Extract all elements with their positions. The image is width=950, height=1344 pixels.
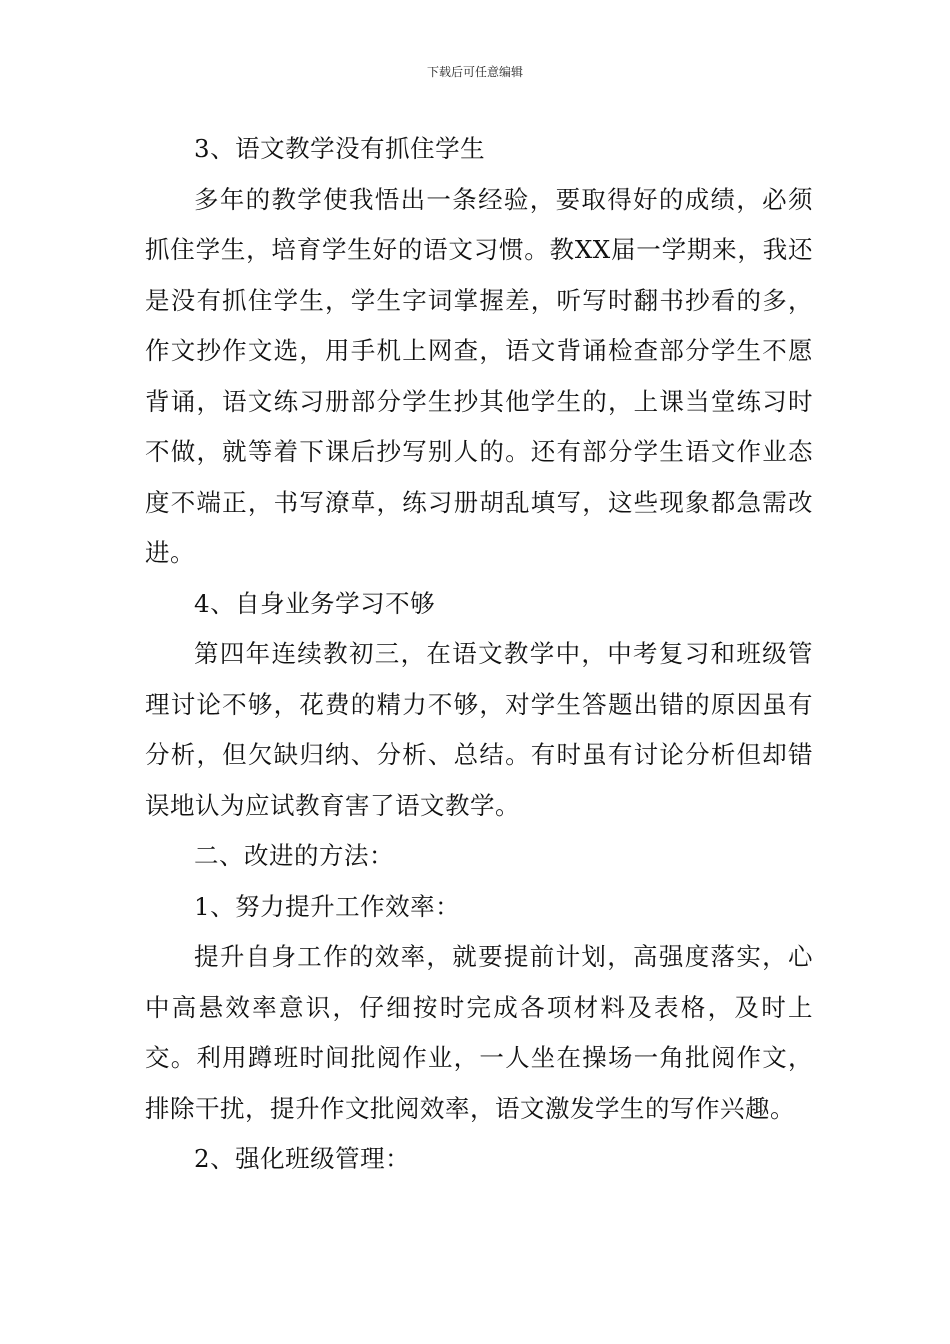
heading-4: 4、自身业务学习不够 bbox=[194, 588, 436, 618]
paragraph: 第四年连续教初三，在语文教学中，中考复习和班级管理讨论不够，花费的精力不够，对学生答题出错的原因虽有分析，但欠缺归纳、分析、总结。有时虽有讨论分析但却错误地认为应试教育害了语文教学。 bbox=[145, 639, 813, 820]
subheading: 2、强化班级管理： bbox=[194, 1144, 411, 1173]
section-heading: 二、改进的方法： bbox=[194, 841, 394, 870]
subheading: 1、努力提升工作效率： bbox=[194, 891, 461, 921]
page-header: 下载后可任意编辑 bbox=[426, 65, 523, 79]
paragraph: 多年的教学使我悟出一条经验，要取得好的成绩，必须抓住学生，培育学生好的语文习惯。教XX届一学期来，我还是没有抓住学生，学生字词掌握差，听写时翻书抄看的多，作文抄作文选，用手机上网查，语文背诵检查部分学生不愿背诵，语文练习册部分学生抄其他学生的，上课当堂练习时不做，就等着下课后抄写别人的。还有部分学生语文作业态度不端正，书写潦草，练习册胡乱填写，这些现象都急需改进。 bbox=[145, 184, 813, 567]
heading-3: 3、语文教学没有抓住学生 bbox=[194, 134, 486, 163]
paragraph: 提升自身工作的效率，就要提前计划，高强度落实，心中高悬效率意识，仔细按时完成各项材料及表格，及时上交。利用蹲班时间批阅作业，一人坐在操场一角批阅作文，排除干扰，提升作文批阅效率，语文激发学生的写作兴趣。 bbox=[145, 942, 813, 1123]
document-body bbox=[145, 124, 813, 1185]
